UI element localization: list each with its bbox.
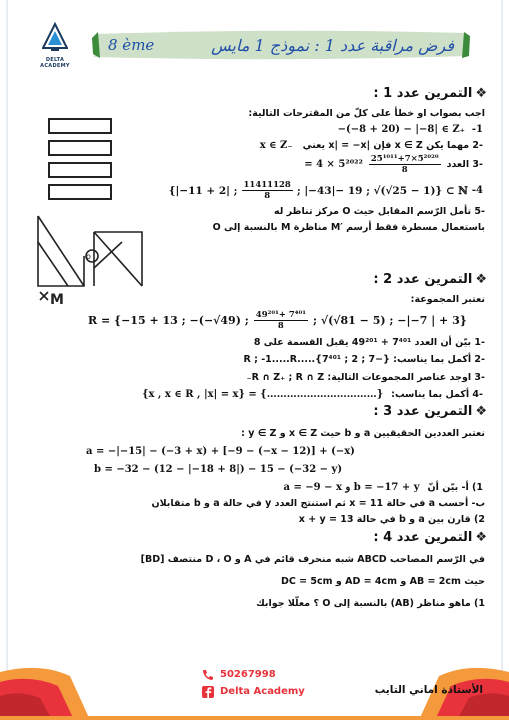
- ex1-q5-line2: باستعمال مسطرة فقط أرسم ′M مناظرة M بالنسبة إلى O: [212, 222, 485, 233]
- title-banner: [90, 28, 472, 62]
- answer-boxes: [48, 118, 112, 206]
- ex1-q2: x ∈ Z₋ -2 مهما يكن x ∈ Z فإن |x| = −x يعني: [259, 140, 483, 151]
- page-right-border: [501, 0, 503, 720]
- delta-triangle-icon: [42, 22, 68, 52]
- point-m-label: M: [50, 292, 64, 307]
- svg-text:o: o: [86, 252, 91, 261]
- ex2-q2: -2 أكمل بما يناسب: {−7 ; 2 ; 7⁴⁰¹}.....R ; -1.....R: [243, 354, 485, 365]
- ex2-q1: -1 بيّن أن العدد 7⁴⁰¹ + 49²⁰¹ يقبل القسمة على 8: [253, 337, 485, 348]
- ex4-heading: ❖التمرين عدد 4 :: [373, 530, 487, 545]
- ex3-q1a: a = −9 − x و b = −17 + y 1) أ- بيّن أنّ: [283, 482, 483, 493]
- symmetry-sketch: [34, 212, 154, 307]
- ex2-q4: {x , x ∈ R , |x| = x} = {……………………………} -4 أكمل بما يناسب:: [142, 389, 483, 400]
- phone-icon: [202, 669, 214, 681]
- ex3-intro: نعتبر العددين الحقيقيين a و b حيث x ∈ Z و y ∈ Z :: [241, 428, 485, 439]
- logo-text: DELTA ACADEMY: [40, 57, 70, 69]
- delta-academy-logo: [30, 22, 80, 72]
- diamond-bullet-icon: ❖: [475, 86, 487, 101]
- ex3-q1b: ب- أحسب a في حالة x = 11 ثم استنتج العدد y في حالة a و b متقابلان: [151, 498, 485, 509]
- page-left-border: [6, 0, 8, 720]
- ex1-q1: −(−8 + 20) − |−8| ∈ Z₊ -1: [337, 124, 483, 135]
- answer-box[interactable]: [48, 162, 112, 178]
- ex2-heading: ❖التمرين عدد 2 :: [373, 272, 487, 287]
- ex1-intro: اجب بصواب او خطأ على كلّ من المقترحات التالية:: [248, 108, 485, 119]
- ex3-q2: 2) قارن بين a و b في حالة x + y = 13: [298, 514, 485, 525]
- footer-facebook[interactable]: Delta Academy: [220, 686, 305, 697]
- ex3-expr-a: a = −|−15| − (−3 + x) + [−9 − (−x − 12)] + (−x): [86, 446, 355, 457]
- footer-teacher-name: الأستاذة اماني التايب: [374, 684, 483, 696]
- ex1-q3: = 4 × 5²⁰²² 25¹⁰¹¹+7×5²⁰²⁰ 8 -3 العدد: [304, 154, 483, 175]
- grade-label: 8 ème: [108, 36, 155, 54]
- diamond-bullet-icon: ❖: [475, 404, 487, 419]
- ex4-line2: حيث AB = 2cm و AD = 4cm و DC = 5cm: [281, 576, 485, 587]
- ex1-q5-line1: -5 تأمل الرّسم المقابل حيث O مركز تناظر له: [274, 206, 485, 217]
- diamond-bullet-icon: ❖: [475, 530, 487, 545]
- footer-phone: 50267998: [220, 669, 276, 680]
- ex1-q4: {|−11 + 2| ; 11411128 8 ; |−43|− 19 ; √(√25 − 1)} ⊂ ℕ -4: [168, 180, 483, 201]
- ex4-line3: 1) ماهو مناظر (AB) بالنسبة إلى O ؟ معلّلا جوابك: [256, 598, 485, 609]
- answer-box[interactable]: [48, 118, 112, 134]
- ex3-expr-b: b = −32 − (12 − |−18 + 8|) − 15 − (−32 − y): [94, 464, 343, 475]
- ex2-set-r: R = {−15 + 13 ; −(−√49) ; 49²⁰¹+ 7⁴⁰¹ 8 ; √(√81 − 5) ; −|−7 | + 3}: [88, 310, 467, 331]
- ex2-q3: -3 اوجد عناصر المجموعات التالية: R ∩ Z₊ ; R ∩ Z₋: [246, 372, 485, 383]
- ex4-line1: في الرّسم المصاحب ABCD شبه منحرف قائم في A و D ، O منتصف [BD]: [140, 554, 485, 565]
- ex2-intro: نعتبر المجموعة:: [410, 294, 485, 305]
- answer-box[interactable]: [48, 140, 112, 156]
- answer-box[interactable]: [48, 184, 112, 200]
- ex1-heading: ❖التمرين عدد 1 :: [373, 86, 487, 101]
- diamond-bullet-icon: ❖: [475, 272, 487, 287]
- exam-title: فرض مراقبة عدد 1 : نموذج 1 مايس: [211, 35, 454, 55]
- facebook-icon: [202, 686, 214, 698]
- ex3-heading: ❖التمرين عدد 3 :: [373, 404, 487, 419]
